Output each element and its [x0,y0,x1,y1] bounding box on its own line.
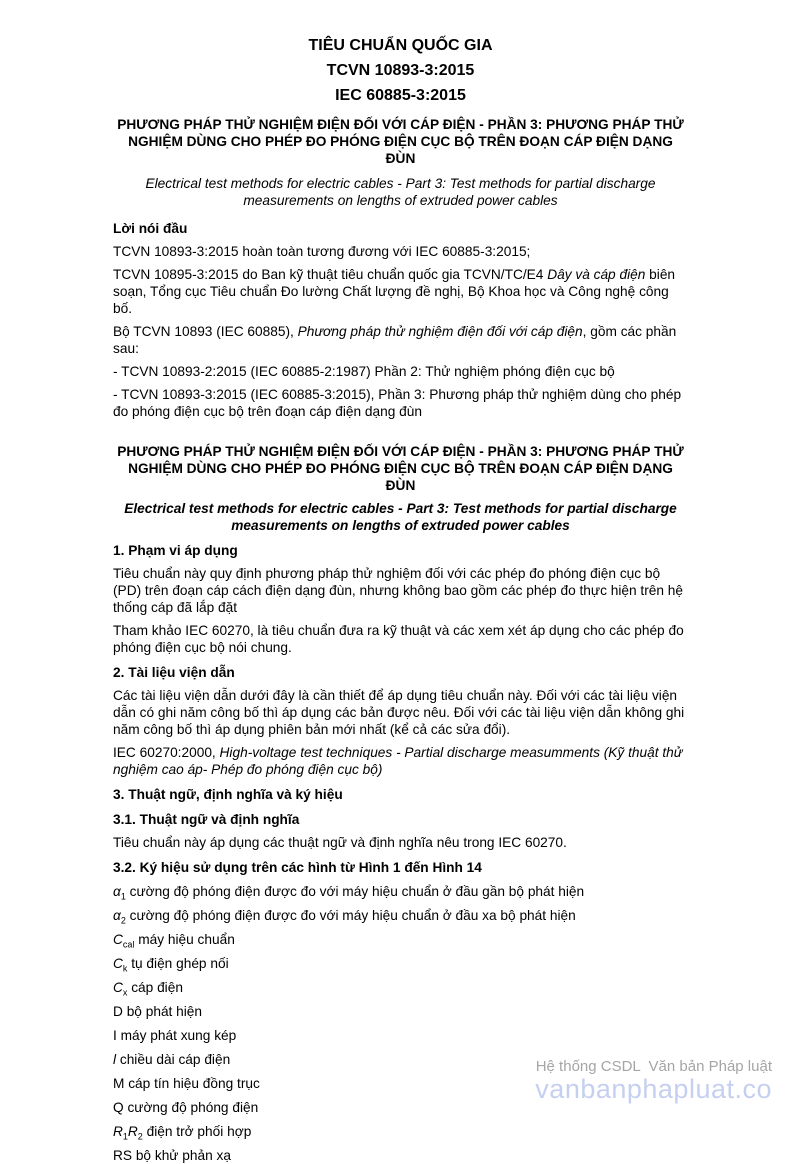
symbol-item-r1r2: $R_1R_2$ điện trở phối hợp [113,1124,252,1142]
watermark [535,1058,772,1103]
symbol-item-i-generator: I máy phát xung kép [113,1028,237,1043]
foreword-paragraph-1: TCVN 10893-3:2015 hoàn toàn tương đương với IEC 60885-3:2015; [113,244,531,259]
foreword-paragraph-3: Bộ TCVN 10893 (IEC 60885), Phương pháp thử nghiệm điện đối với cáp điện, gồm các phần sau: [113,324,677,356]
section-3-1-heading: 3.1. Thuật ngữ và định nghĩa [113,812,300,827]
section-2-reference-iec60270: IEC 60270:2000, High-voltage test techniques - Partial discharge measumments (Kỹ thuật thử nghiệm cao áp- Phép đo phóng điện cục bộ) [113,745,683,777]
section-1-heading: 1. Phạm vi áp dụng [113,543,238,558]
section-2-paragraph-1: Các tài liệu viện dẫn dưới đây là cần thiết để áp dụng tiêu chuẩn này. Đối với các tài liệu viện dẫn có ghi năm công bố thì áp dụng các bản được nêu. Đối với các tài liệu viện dẫn không ghi năm công bố thì áp dụng phiên bản mới nhất (kể cả các sửa đổi). [113,688,685,737]
foreword-list-item-part3: - TCVN 10893-3:2015 (IEC 60885-3:2015), Phần 3: Phương pháp thử nghiệm dùng cho phép đo phóng điện cục bộ trên đoạn cáp điện dạng đùn [113,387,682,419]
symbol-item-cx: $C_x$ cáp điện [113,980,183,998]
symbol-item-alpha1: $\alpha_1$ cường độ phóng điện được đo với máy hiệu chuẩn ở đầu gần bộ phát hiện [113,884,585,902]
section-3-heading: 3. Thuật ngữ, định nghĩa và ký hiệu [113,787,343,802]
symbol-item-d: D bộ phát hiện [113,1004,203,1019]
section-1-paragraph-1: Tiêu chuẩn này quy định phương pháp thử nghiệm đối với các phép đo phóng điện cục bộ (PD) trên đoạn cáp cách điện dạng đùn, nhưng không bao gồm các phép đo thực hiện trên hệ thống cáp đã lắp đặt [113,566,684,615]
symbol-item-l-length: l chiều dài cáp điện [113,1052,231,1067]
standard-code-iec: IEC 60885-3:2015 [335,87,466,104]
document-title-vietnamese: PHƯƠNG PHÁP THỬ NGHIỆM ĐIỆN ĐỐI VỚI CÁP ĐIỆN - PHẦN 3: PHƯƠNG PHÁP THỬ NGHIỆM DÙNG CHO PHÉP ĐO PHÓNG ĐIỆN CỤC BỘ TRÊN ĐOẠN CÁP ĐIỆN DẠNG ĐÙN [117,117,684,166]
section-1-paragraph-2: Tham khảo IEC 60270, là tiêu chuẩn đưa ra kỹ thuật và các xem xét áp dụng cho các phép đo phóng điện cục bộ nói chung. [113,623,684,655]
watermark-site-name: vanbanphapluat.co [535,1074,772,1104]
section-3-1-paragraph-1: Tiêu chuẩn này áp dụng các thuật ngữ và định nghĩa nêu trong IEC 60270. [113,835,567,850]
symbol-item-q: Q cường độ phóng điện [113,1100,259,1115]
foreword-list-item-part2: - TCVN 10893-2:2015 (IEC 60885-2:1987) Phần 2: Thử nghiệm phóng điện cục bộ [113,364,615,379]
section-2-heading: 2. Tài liệu viện dẫn [113,665,235,680]
symbol-item-ccal: $C_{cal}$ máy hiệu chuẩn [113,932,235,950]
symbol-item-rs: RS bộ khử phản xạ [113,1148,231,1163]
symbol-item-alpha2: $\alpha_2$ cường độ phóng điện được đo với máy hiệu chuẩn ở đầu xa bộ phát hiện [113,908,576,926]
body-title-english: Electrical test methods for electric cables - Part 3: Test methods for partial discharge measurements on lengths of extruded power cables [124,501,677,533]
standard-code-tcvn: TCVN 10893-3:2015 [326,62,475,79]
section-3-2-heading: 3.2. Ký hiệu sử dụng trên các hình từ Hình 1 đến Hình 14 [113,860,482,875]
foreword-heading: Lời nói đầu [113,221,188,236]
document-title-english: Electrical test methods for electric cables - Part 3: Test methods for partial discharge measurements on lengths of extruded power cables [145,176,656,208]
standard-kicker: TIÊU CHUẨN QUỐC GIA [308,37,493,54]
foreword-paragraph-2: TCVN 10895-3:2015 do Ban kỹ thuật tiêu chuẩn quốc gia TCVN/TC/E4 Dây và cáp điện biên soạn, Tổng cục Tiêu chuẩn Đo lường Chất lượng đề nghị, Bộ Khoa học và Công nghệ công bố. [113,267,676,316]
symbol-item-m: M cáp tín hiệu đồng trục [113,1076,260,1091]
body-title-vietnamese: PHƯƠNG PHÁP THỬ NGHIỆM ĐIỆN ĐỐI VỚI CÁP ĐIỆN - PHẦN 3: PHƯƠNG PHÁP THỬ NGHIỆM DÙNG CHO PHÉP ĐO PHÓNG ĐIỆN CỤC BỘ TRÊN ĐOẠN CÁP ĐIỆN DẠNG ĐÙN [117,444,684,493]
symbol-item-ck: $C_k$ tụ điện ghép nối [113,956,229,974]
watermark-source-label: Hệ thống CSDL Văn bản Pháp luật [535,1058,772,1075]
